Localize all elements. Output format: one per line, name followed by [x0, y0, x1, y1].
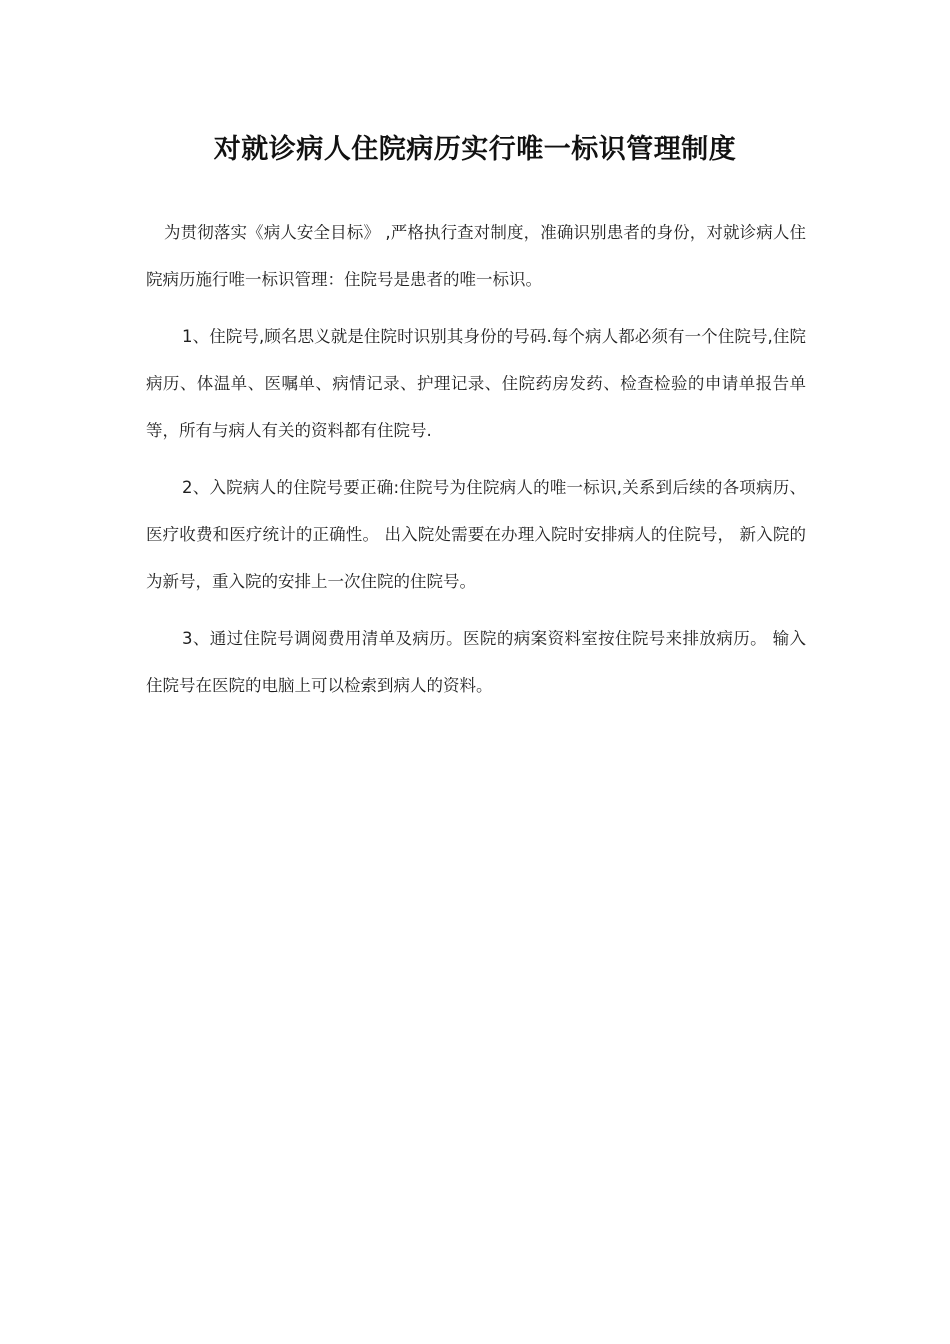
document-title: 对就诊病人住院病历实行唯一标识管理制度: [213, 134, 737, 165]
intro-paragraph: 为贯彻落实《病人安全目标》 ,严格执行查对制度，准确识别患者的身份，对就诊病人住院病历施行唯一标识管理：住院号是患者的唯一标识。: [146, 223, 806, 289]
document-body: [146, 209, 806, 709]
rule-paragraph-1: 1、住院号,顾名思义就是住院时识别其身份的号码.每个病人都必须有一个住院号,住院病历、体温单、医嘱单、病情记录、护理记录、住院药房发药、检查检验的申请单报告单等，所有与病人有关的资料都有住院号.: [146, 327, 806, 440]
rule-paragraph-3: 3、通过住院号调阅费用清单及病历。医院的病案资料室按住院号来排放病历。 输入住院号在医院的电脑上可以检索到病人的资料。: [146, 629, 806, 695]
rule-paragraph-2: 2、入院病人的住院号要正确:住院号为住院病人的唯一标识,关系到后续的各项病历、 医疗收费和医疗统计的正确性。 出入院处需要在办理入院时安排病人的住院号， 新入院的为新号，重入院的安排上一次住院的住院号。: [146, 478, 806, 591]
